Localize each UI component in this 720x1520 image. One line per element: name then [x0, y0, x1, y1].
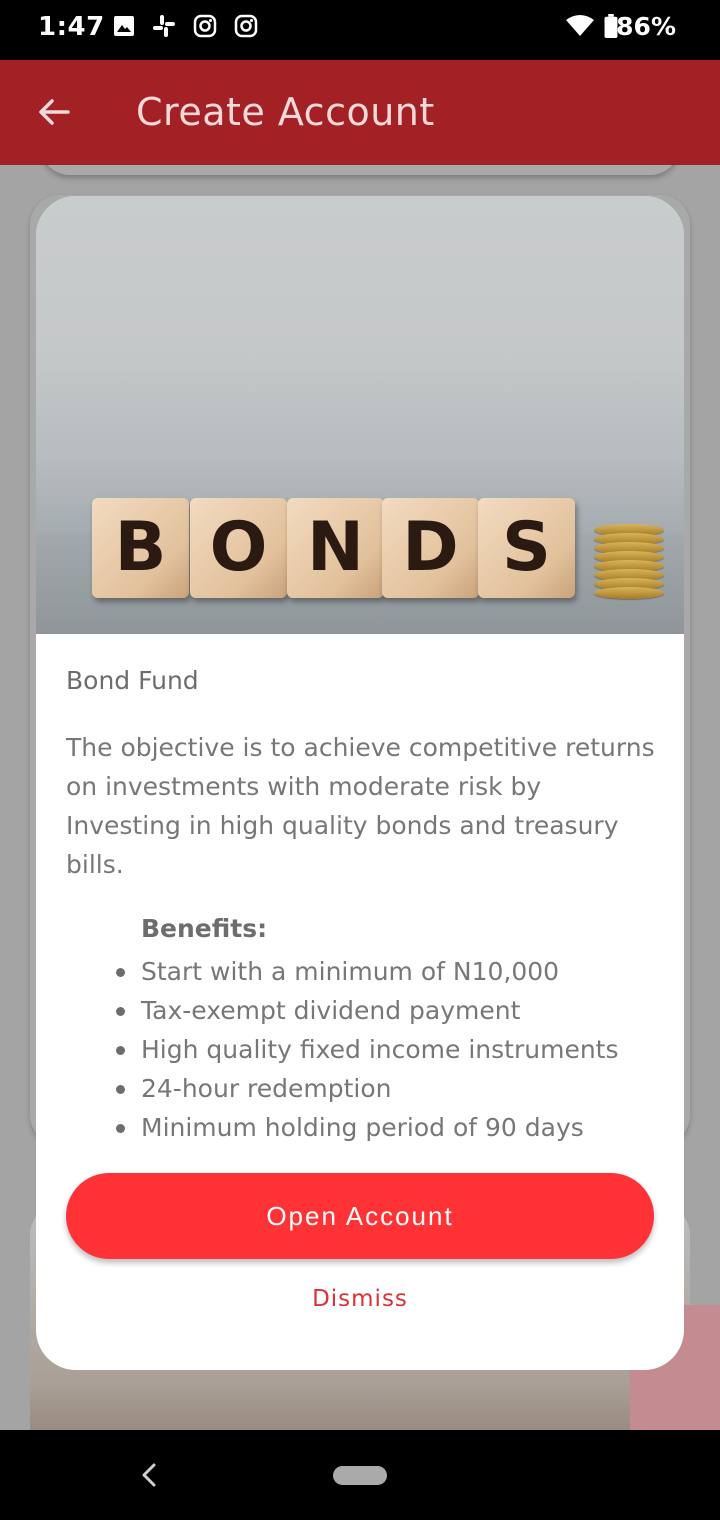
- benefit-item: 24-hour redemption: [112, 1069, 672, 1108]
- bonds-hero-image: [36, 196, 684, 634]
- instagram-icon: [193, 14, 217, 38]
- letter-block: D: [382, 498, 479, 598]
- arrow-left-icon[interactable]: [34, 92, 74, 132]
- benefits-heading: Benefits:: [141, 914, 268, 943]
- nav-back-icon[interactable]: [138, 1462, 160, 1488]
- letter-block: O: [190, 498, 287, 598]
- open-account-button[interactable]: Open Account: [66, 1173, 654, 1259]
- benefit-item: Tax-exempt dividend payment: [112, 991, 672, 1030]
- instagram-icon: [234, 14, 258, 38]
- app-bar: [0, 60, 720, 165]
- slack-icon: [152, 14, 176, 38]
- page-title: Create Account: [136, 90, 435, 134]
- nav-home-pill[interactable]: [333, 1466, 387, 1485]
- letter-block: B: [92, 498, 189, 598]
- wifi-icon: [565, 14, 595, 38]
- status-bar: [0, 0, 720, 60]
- status-time: 1:47: [38, 12, 105, 42]
- battery-percentage: 86%: [616, 12, 676, 41]
- fund-detail-dialog: [36, 196, 684, 1370]
- dismiss-button[interactable]: Dismiss: [312, 1286, 408, 1312]
- benefit-item: High quality fixed income instruments: [112, 1030, 672, 1069]
- letter-block: N: [287, 498, 384, 598]
- letter-block: S: [478, 498, 575, 598]
- fund-name: Bond Fund: [66, 666, 199, 695]
- benefit-item: Minimum holding period of 90 days: [112, 1108, 672, 1147]
- image-icon: [112, 14, 136, 38]
- fund-description: The objective is to achieve competitive returns on investments with moderate risk by Investing in high quality bonds and treasury bills.: [66, 733, 655, 879]
- benefits-list: [112, 952, 672, 1147]
- background-card: [40, 165, 680, 175]
- benefit-item: Start with a minimum of N10,000: [112, 952, 672, 991]
- coin-stack-icon: [594, 524, 664, 599]
